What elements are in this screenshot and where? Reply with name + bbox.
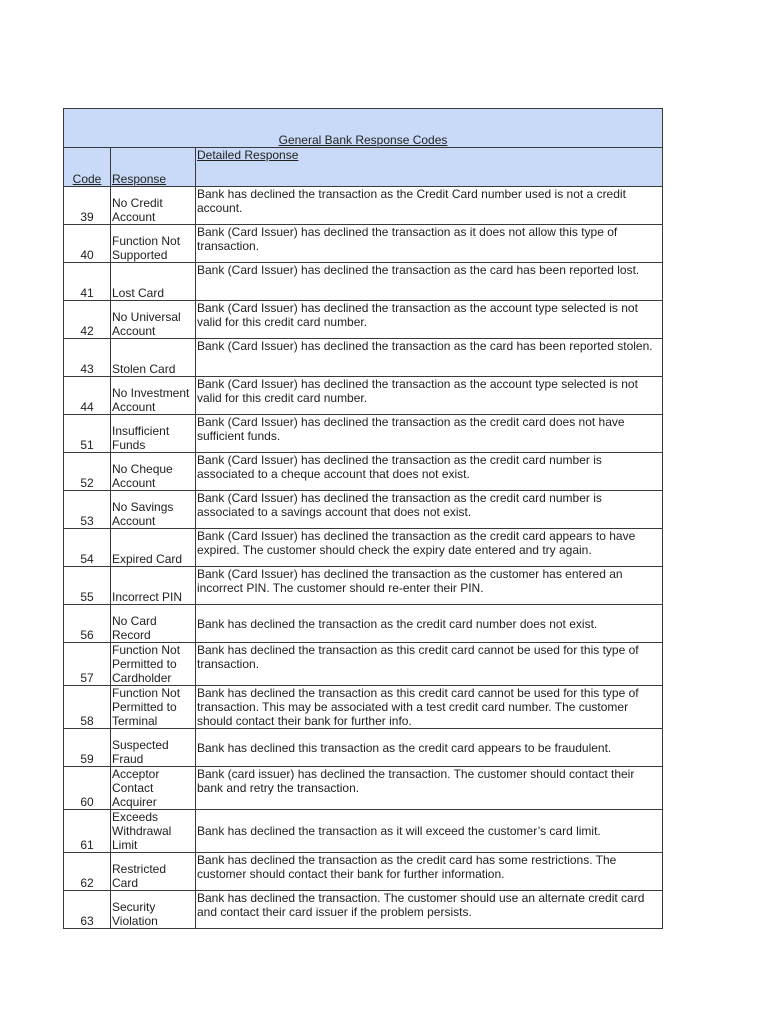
column-header-response: Response [111,148,196,187]
code-cell: 51 [64,415,111,453]
table-row [64,225,663,263]
response-cell: No Credit Account [111,187,196,225]
detailed-response-cell: Bank has declined the transaction as this credit card cannot be used for this type of transaction. This may be associated with a test credit card number. The customer should contact their bank for further info. [196,686,663,729]
response-cell: Restricted Card [111,853,196,891]
table-row [64,301,663,339]
response-cell: No Universal Account [111,301,196,339]
response-cell: Acceptor Contact Acquirer [111,767,196,810]
code-cell: 52 [64,453,111,491]
code-cell: 63 [64,891,111,929]
detailed-response-cell: Bank (Card Issuer) has declined the transaction as the card has been reported stolen. [196,339,663,377]
table-row [64,453,663,491]
response-cell: Security Violation [111,891,196,929]
detailed-response-cell: Bank (Card Issuer) has declined the transaction as the account type selected is not valid for this credit card number. [196,377,663,415]
detailed-response-cell: Bank has declined the transaction. The customer should use an alternate credit card and contact their card issuer if the problem persists. [196,891,663,929]
table-row [64,853,663,891]
table-row [64,810,663,853]
response-cell: Stolen Card [111,339,196,377]
response-cell: Suspected Fraud [111,729,196,767]
table-row [64,686,663,729]
column-header-code: Code [64,148,111,187]
code-cell: 55 [64,567,111,605]
response-cell: Exceeds Withdrawal Limit [111,810,196,853]
table-row [64,567,663,605]
response-cell: No Cheque Account [111,453,196,491]
detailed-response-cell: Bank has declined the transaction as the Credit Card number used is not a credit account. [196,187,663,225]
detailed-response-cell: Bank has declined the transaction as the credit card has some restrictions. The customer should contact their bank for further information. [196,853,663,891]
table-row [64,339,663,377]
response-cell: Lost Card [111,263,196,301]
code-cell: 39 [64,187,111,225]
code-cell: 60 [64,767,111,810]
code-cell: 59 [64,729,111,767]
column-header-detailed-response: Detailed Response [196,148,663,187]
detailed-response-cell: Bank (Card Issuer) has declined the transaction as the credit card does not have sufficient funds. [196,415,663,453]
detailed-response-cell: Bank has declined the transaction as the credit card number does not exist. [196,605,663,643]
code-cell: 41 [64,263,111,301]
code-cell: 57 [64,643,111,686]
table-header-row [64,148,663,187]
code-cell: 54 [64,529,111,567]
detailed-response-cell: Bank (Card Issuer) has declined the transaction as it does not allow this type of transaction. [196,225,663,263]
response-cell: No Investment Account [111,377,196,415]
response-cell: No Card Record [111,605,196,643]
code-cell: 62 [64,853,111,891]
table-row [64,263,663,301]
detailed-response-cell: Bank (Card Issuer) has declined the transaction as the credit card appears to have expired. The customer should check the expiry date entered and try again. [196,529,663,567]
table-row [64,767,663,810]
detailed-response-cell: Bank (card issuer) has declined the transaction. The customer should contact their bank and retry the transaction. [196,767,663,810]
response-codes-table [63,108,663,929]
response-cell: Function Not Permitted to Terminal [111,686,196,729]
detailed-response-cell: Bank has declined the transaction as it will exceed the customer’s card limit. [196,810,663,853]
code-cell: 42 [64,301,111,339]
table-row [64,605,663,643]
table-row [64,415,663,453]
detailed-response-cell: Bank (Card Issuer) has declined the transaction as the account type selected is not valid for this credit card number. [196,301,663,339]
table-row [64,891,663,929]
code-cell: 43 [64,339,111,377]
table-row [64,491,663,529]
table-title-row [64,109,663,148]
table-row [64,529,663,567]
table-title: General Bank Response Codes [64,109,663,148]
code-cell: 56 [64,605,111,643]
response-cell: Expired Card [111,529,196,567]
response-cell: Incorrect PIN [111,567,196,605]
detailed-response-cell: Bank (Card Issuer) has declined the transaction as the card has been reported lost. [196,263,663,301]
response-cell: No Savings Account [111,491,196,529]
code-cell: 40 [64,225,111,263]
table-row [64,377,663,415]
table-row [64,643,663,686]
detailed-response-cell: Bank has declined this transaction as the credit card appears to be fraudulent. [196,729,663,767]
code-cell: 61 [64,810,111,853]
code-cell: 44 [64,377,111,415]
response-cell: Insufficient Funds [111,415,196,453]
code-cell: 58 [64,686,111,729]
detailed-response-cell: Bank (Card Issuer) has declined the transaction as the credit card number is associated to a cheque account that does not exist. [196,453,663,491]
response-cell: Function Not Permitted to Cardholder [111,643,196,686]
detailed-response-cell: Bank (Card Issuer) has declined the transaction as the customer has entered an incorrect PIN. The customer should re-enter their PIN. [196,567,663,605]
code-cell: 53 [64,491,111,529]
response-cell: Function Not Supported [111,225,196,263]
table-row [64,729,663,767]
detailed-response-cell: Bank has declined the transaction as this credit card cannot be used for this type of transaction. [196,643,663,686]
table-row [64,187,663,225]
detailed-response-cell: Bank (Card Issuer) has declined the transaction as the credit card number is associated to a savings account that does not exist. [196,491,663,529]
